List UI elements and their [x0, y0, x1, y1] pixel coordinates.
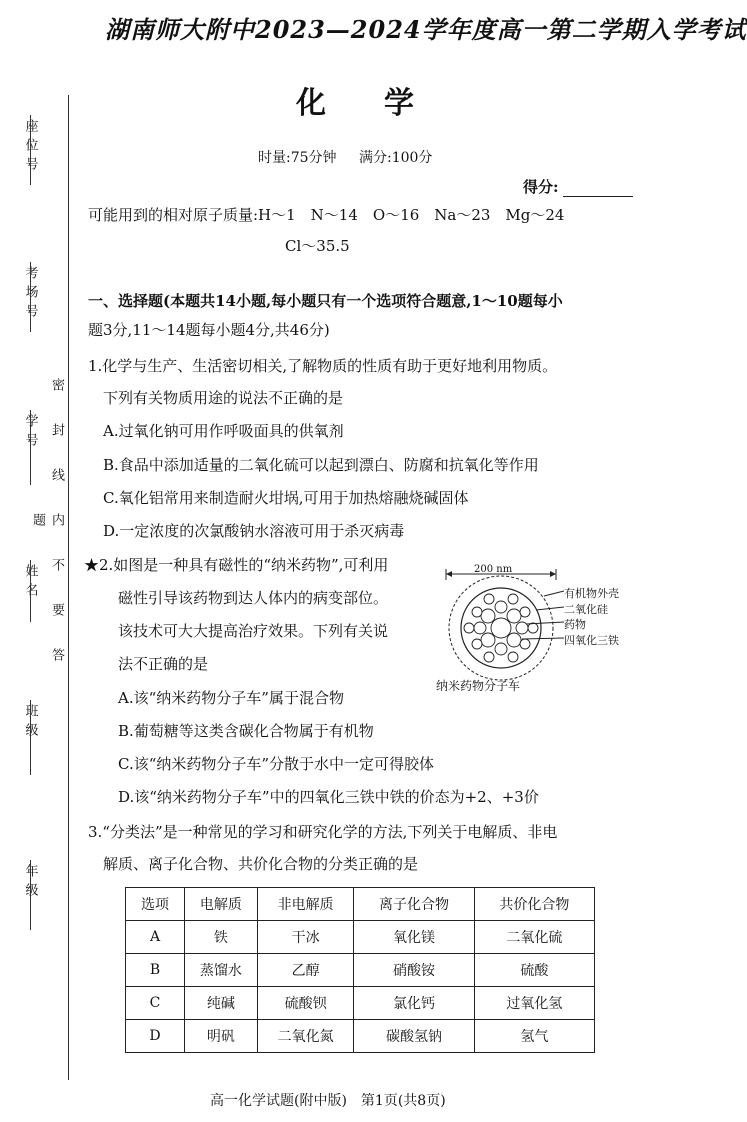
dimension-arrow-left: [446, 571, 452, 577]
class-field: [18, 700, 42, 742]
section1-heading-text: 一、选择题(本题共14小题,每小题只有一个选项符合题意,1～10题每小: [88, 292, 563, 310]
score-label: 得分:: [523, 178, 559, 196]
exam-meta: [258, 147, 450, 167]
table-cell: 纯碱: [185, 987, 258, 1020]
table-cell: 蒸馏水: [185, 954, 258, 987]
q1-stem-1: 1.化学与生产、生活密切相关,了解物质的性质有助于更好地利用物质。: [88, 357, 558, 375]
label-silica: 二氧化硅: [564, 603, 608, 616]
subject-title: 化学: [296, 86, 472, 121]
nano-drug-figure: [436, 566, 626, 696]
leader-shell: [544, 591, 564, 596]
section1-heading-2: 题3分,11～14题每小题4分,共46分): [88, 321, 330, 339]
table-cell: 二氧化硫: [474, 921, 594, 954]
table-cell: 硝酸铵: [354, 954, 474, 987]
q2-stem-2: 磁性引导该药物到达人体内的病变部位。: [118, 589, 389, 607]
table-cell: 碳酸氢钠: [354, 1020, 474, 1053]
table-cell: D: [126, 1020, 185, 1053]
atomic-mass-line-2: Cl～35.5: [285, 237, 350, 255]
table-cell: 硫酸: [474, 954, 594, 987]
table-cell: B: [126, 954, 185, 987]
name-blank: [30, 560, 31, 622]
name-field: [18, 560, 42, 602]
table-cell: 氯化钙: [354, 987, 474, 1020]
q2-stem-3: 该技术可大大提高治疗效果。下列有关说: [118, 622, 389, 640]
table-header-cell: 选项: [126, 888, 185, 921]
name-label: 姓名: [22, 564, 38, 602]
label-drug: 药物: [564, 618, 586, 631]
table-header-row: [126, 888, 595, 921]
table-cell: 干冰: [257, 921, 354, 954]
student-id-label: 学号: [22, 414, 38, 452]
exam-room-label: 考场号: [22, 266, 38, 323]
table-header-cell: 离子化合物: [354, 888, 474, 921]
classification-table: [125, 887, 595, 1053]
student-id-field: [18, 410, 42, 452]
grade-field: [18, 860, 42, 902]
table-cell: 铁: [185, 921, 258, 954]
table-header-cell: 共价化合物: [474, 888, 594, 921]
table-cell: 明矾: [185, 1020, 258, 1053]
time-label: 时量:75分钟: [258, 150, 337, 166]
figure-caption: 纳米药物分子车: [436, 679, 521, 693]
table-cell: 过氧化氢: [474, 987, 594, 1020]
q2-option-d: D.该“纳米药物分子车”中的四氧化三铁中铁的价态为+2、+3价: [118, 788, 539, 806]
table-cell: 氧化镁: [354, 921, 474, 954]
student-id-blank: [30, 410, 31, 485]
nano-drug-diagram: [436, 566, 626, 678]
grade-label: 年级: [22, 864, 38, 902]
score-blank: [563, 196, 633, 197]
seal-text: 密封线内不要答题: [30, 377, 64, 693]
dimension-arrow-right: [550, 571, 556, 577]
exam-room-blank: [30, 262, 31, 332]
exam-room-field: [18, 262, 42, 323]
q2-option-c: C.该“纳米药物分子车”分散于水中一定可得胶体: [118, 755, 435, 773]
table-cell: 硫酸钡: [257, 987, 354, 1020]
grade-blank: [30, 860, 31, 930]
table-row: [126, 954, 595, 987]
figure-dimension: 200 nm: [474, 564, 513, 575]
table-row: [126, 1020, 595, 1053]
class-label: 班级: [22, 704, 38, 742]
table-cell: 二氧化氮: [257, 1020, 354, 1053]
binding-line: [68, 95, 69, 1080]
table-row: [126, 987, 595, 1020]
q1-option-d: D.一定浓度的次氯酸钠水溶液可用于杀灭病毒: [103, 522, 405, 540]
q1-option-c: C.氧化铝常用来制造耐火坩埚,可用于加热熔融烧碱固体: [103, 489, 469, 507]
table-cell: C: [126, 987, 185, 1020]
iron-oxide-particles: [464, 594, 538, 662]
seat-field: [18, 115, 42, 176]
q1-option-b: B.食品中添加适量的二氧化硫可以起到漂白、防腐和抗氧化等作用: [103, 456, 539, 474]
q3-stem-1: 3.“分类法”是一种常见的学习和研究化学的方法,下列关于电解质、非电: [88, 823, 558, 841]
class-blank: [30, 700, 31, 775]
table-header-cell: 非电解质: [257, 888, 354, 921]
atomic-mass-line-1: 可能用到的相对原子质量:H～1 N～14 O～16 Na～23 Mg～24: [88, 206, 565, 224]
table-cell: 乙醇: [257, 954, 354, 987]
table-cell: 氢气: [474, 1020, 594, 1053]
seat-label: 座位号: [22, 119, 38, 176]
table-row: [126, 921, 595, 954]
page-footer: 高一化学试题(附中版) 第1页(共8页): [210, 1093, 446, 1109]
score-field: [523, 176, 633, 197]
exam-title: 湖南师大附中2023—2024学年度高一第二学期入学考试: [105, 15, 747, 44]
q1-option-a: A.过氧化钠可用作呼吸面具的供氧剂: [103, 422, 344, 440]
q2-option-a: A.该“纳米药物分子车”属于混合物: [118, 689, 344, 707]
section1-heading-1: [88, 291, 563, 311]
q2-stem-4: 法不正确的是: [118, 655, 209, 673]
q1-stem-2: 下列有关物质用途的说法不正确的是: [103, 389, 344, 407]
q2-stem-1: ★2.如图是一种具有磁性的“纳米药物”,可利用: [84, 556, 389, 574]
leader-iron-oxide: [522, 638, 564, 639]
full-score-label: 满分:100分: [358, 150, 433, 166]
label-organic-shell: 有机物外壳: [564, 587, 619, 600]
q2-option-b: B.葡萄糖等这类含碳化合物属于有机物: [118, 722, 374, 740]
label-iron-oxide: 四氧化三铁: [564, 634, 619, 647]
q3-stem-2: 解质、离子化合物、共价化合物的分类正确的是: [103, 855, 419, 873]
table-cell: A: [126, 921, 185, 954]
table-header-cell: 电解质: [185, 888, 258, 921]
seat-blank: [30, 115, 31, 185]
